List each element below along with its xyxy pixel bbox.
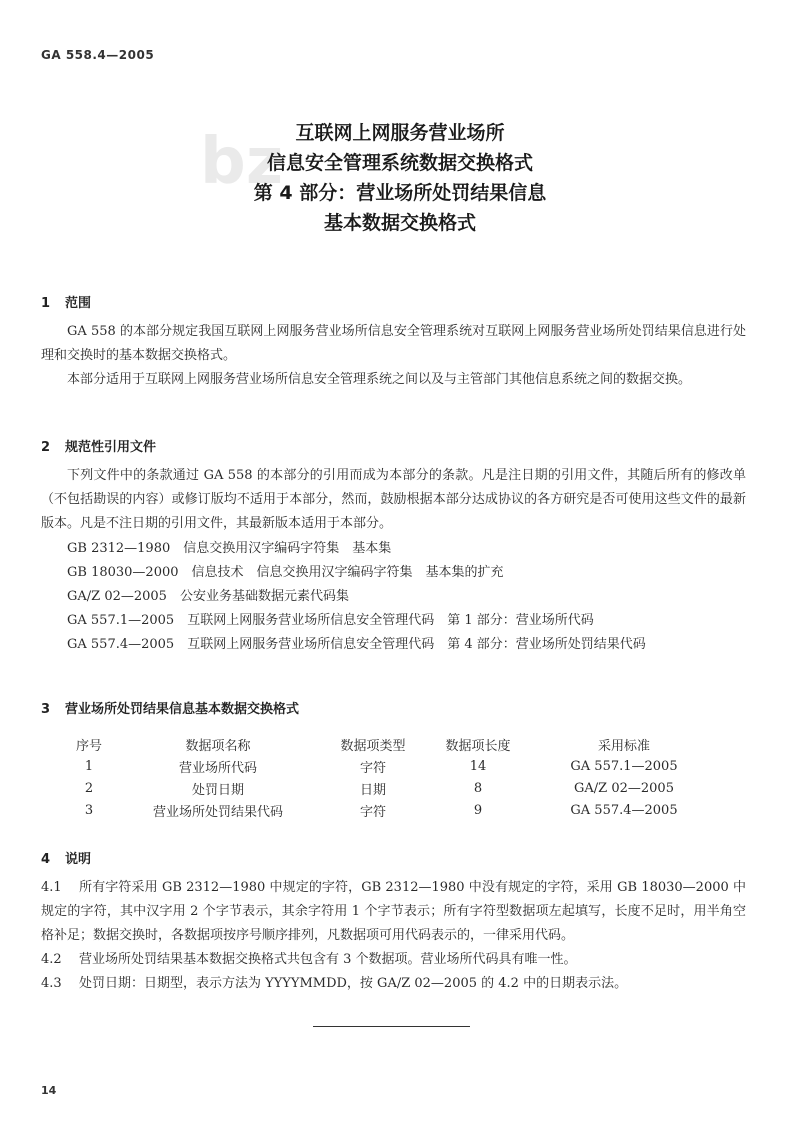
table-cell: 日期 (359, 782, 386, 798)
scope-paragraph-1: GA 558 的本部分规定我国互联网上网服务营业场所信息安全管理系统对互联网上网服务营业场所处罚结果信息进行处理和交换时的基本数据交换格式。 (41, 324, 746, 363)
title-line-1: 互联网上网服务营业场所 (295, 122, 505, 144)
table-cell: 14 (469, 758, 487, 774)
section-4-heading (41, 848, 91, 867)
reference-item: GA/Z 02—2005 公安业务基础数据元素代码集 (67, 589, 349, 604)
section-title: 说明 (65, 852, 92, 867)
section-title: 营业场所处罚结果信息基本数据交换格式 (65, 702, 300, 717)
data-format-table (60, 733, 720, 821)
reference-item: GB 18030—2000 信息技术 信息交换用汉字编码字符集 基本集的扩充 (67, 565, 504, 580)
table-row (60, 799, 720, 821)
table-row (60, 777, 720, 799)
title-line-2: 信息安全管理系统数据交换格式 (266, 152, 533, 174)
scope-paragraph-2: 本部分适用于互联网上网服务营业场所信息安全管理系统之间以及与主管部门其他信息系统之间的数据交换。 (67, 372, 692, 387)
title-line-3: 第 4 部分：营业场所处罚结果信息 (253, 182, 547, 204)
table-header-cell: 数据项类型 (340, 738, 406, 754)
reference-item: GB 2312—1980 信息交换用汉字编码字符集 基本集 (67, 541, 392, 556)
references-intro: 下列文件中的条款通过 GA 558 的本部分的引用而成为本部分的条款。凡是注日期的引用文件，其随后所有的修改单（不包括勘误的内容）或修订版均不适用于本部分，然而，鼓励根据本部分达成协议的各方研究是否可使用这些文件的最新版本。凡是不注日期的引用文件，其最新版本适用于本部分。 (41, 468, 746, 531)
document-code: GA 558.4—2005 (41, 48, 155, 62)
page-number: 14 (41, 1084, 57, 1097)
note-number: 4.3 (41, 976, 62, 991)
table-cell: GA 557.1—2005 (570, 758, 678, 774)
table-header-cell: 数据项长度 (445, 738, 511, 754)
reference-item: GA 557.4—2005 互联网上网服务营业场所信息安全管理代码 第 4 部分：营业场所处罚结果代码 (67, 637, 646, 652)
table-cell: 3 (84, 802, 94, 818)
section-title: 范围 (65, 296, 92, 311)
section-3-heading (41, 698, 299, 717)
section-2-heading (41, 436, 156, 455)
table-header-cell: 序号 (75, 738, 102, 754)
note-item (41, 972, 746, 996)
reference-item: GA 557.1—2005 互联网上网服务营业场所信息安全管理代码 第 1 部分：营业场所代码 (67, 613, 594, 628)
table-header-cell: 数据项名称 (185, 738, 251, 754)
section-number: 4 (41, 852, 51, 867)
section-1-heading (41, 292, 91, 311)
section-number: 1 (41, 296, 51, 311)
section-number: 2 (41, 440, 51, 455)
table-cell: 8 (473, 780, 483, 796)
note-number: 4.1 (41, 880, 62, 895)
note-text: 营业场所处罚结果基本数据交换格式共包含有 3 个数据项。营业场所代码具有唯一性。 (79, 952, 577, 967)
note-text: 处罚日期：日期型，表示方法为 YYYYMMDD，按 GA/Z 02—2005 的 4.2 中的日期表示法。 (79, 976, 628, 991)
table-header-row (60, 733, 720, 755)
title-line-4: 基本数据交换格式 (323, 212, 476, 234)
table-header-cell: 采用标准 (597, 738, 650, 754)
table-cell: 9 (473, 802, 483, 818)
table-row (60, 755, 720, 777)
table-cell: 处罚日期 (191, 782, 244, 798)
table-cell: 1 (84, 758, 94, 774)
table-cell: 2 (84, 780, 94, 796)
table-cell: 营业场所处罚结果代码 (152, 804, 283, 820)
table-cell: 字符 (359, 760, 386, 776)
note-item (41, 948, 746, 972)
note-number: 4.2 (41, 952, 62, 967)
note-text: 所有字符采用 GB 2312—1980 中规定的字符，GB 2312—1980 中没有规定的字符，采用 GB 18030—2000 中规定的字符，其中汉字用 2 个字节表示，其余字符用 1 个字节表示；所有字符型数据项左起填写，长度不足时，用半角空格补足；数据交换时，各数据项按序号顺序排列，凡数据项可用代码表示的，一律采用代码。 (41, 880, 746, 943)
section-title: 规范性引用文件 (65, 440, 157, 455)
section-number: 3 (41, 702, 51, 717)
end-rule-divider (313, 1026, 470, 1027)
document-title (0, 118, 800, 238)
table-cell: GA/Z 02—2005 (574, 780, 674, 796)
note-item (41, 876, 746, 948)
table-cell: 字符 (359, 804, 386, 820)
table-cell: 营业场所代码 (178, 760, 257, 776)
watermark-logo: bz (200, 125, 284, 199)
table-cell: GA 557.4—2005 (570, 802, 678, 818)
